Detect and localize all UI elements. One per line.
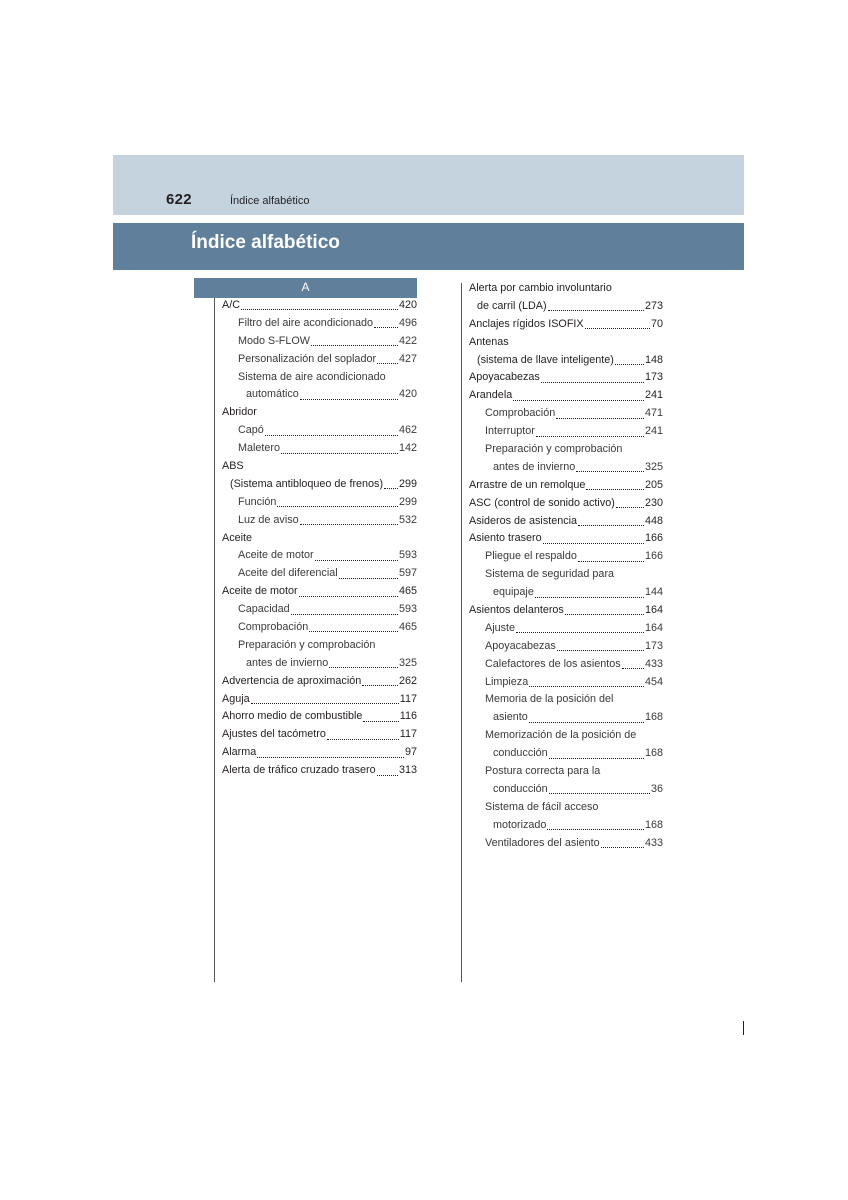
dot-leader: [281, 453, 398, 454]
dot-leader: [257, 757, 404, 758]
index-entry: [469, 334, 663, 352]
index-entry: [469, 817, 663, 835]
index-entry-label: conducción: [493, 782, 548, 795]
index-entry-label: Asiento trasero: [469, 532, 542, 545]
dot-leader: [315, 560, 398, 561]
index-entry-page: 241: [644, 425, 663, 438]
index-entry-page: 427: [398, 352, 417, 365]
index-entry: [222, 619, 417, 637]
dot-leader: [300, 524, 398, 525]
index-entry-label: Memoria de la posición del: [485, 693, 614, 706]
index-entry-page: 325: [644, 460, 663, 473]
index-entry-page: 168: [644, 818, 663, 831]
index-entry: [222, 476, 417, 494]
index-column-right: [469, 280, 663, 853]
index-entry: [222, 565, 417, 583]
index-entry-label: Personalización del soplador: [238, 352, 377, 365]
dot-leader: [377, 363, 398, 364]
index-entry-label: Sistema de aire acondicionado: [238, 370, 386, 383]
index-entry-label: Antenas: [469, 335, 509, 348]
index-entry-label: Ahorro medio de combustible: [222, 710, 363, 723]
dot-leader: [327, 739, 399, 740]
index-entry-label: Comprobación: [485, 407, 556, 420]
index-entry-label: (sistema de llave inteligente): [477, 353, 614, 366]
index-entry: [469, 441, 663, 459]
dot-leader: [547, 829, 644, 830]
index-entry: [222, 422, 417, 440]
index-entry: [469, 369, 663, 387]
dot-leader: [565, 614, 644, 615]
index-entry-label: Sistema de seguridad para: [485, 568, 615, 581]
dot-leader: [251, 703, 399, 704]
index-entry-label: ASC (control de sonido activo): [469, 496, 615, 509]
index-entry-page: 166: [644, 532, 663, 545]
dot-leader: [548, 310, 644, 311]
index-entry-page: 433: [644, 657, 663, 670]
dot-leader: [541, 382, 644, 383]
index-entry: [222, 512, 417, 530]
index-entry: [222, 458, 417, 476]
dot-leader: [556, 418, 644, 419]
index-entry-page: 148: [644, 353, 663, 366]
index-entry: [469, 584, 663, 602]
index-entry-label: antes de invierno: [493, 460, 576, 473]
index-entry-page: 465: [398, 585, 417, 598]
index-entry-page: 299: [398, 477, 417, 490]
index-entry-label: Maletero: [238, 442, 281, 455]
dot-leader: [585, 328, 650, 329]
dot-leader: [311, 345, 398, 346]
index-entry-page: 465: [398, 621, 417, 634]
dot-leader: [513, 400, 644, 401]
index-entry-page: 325: [398, 656, 417, 669]
dot-leader: [536, 436, 644, 437]
index-entry-label: Pliegue el respaldo: [485, 550, 577, 563]
index-entry: [469, 745, 663, 763]
index-entry-label: Ajustes del tacómetro: [222, 728, 326, 741]
dot-leader: [299, 596, 398, 597]
middle-column-rule: [461, 283, 462, 982]
dot-leader: [529, 722, 644, 723]
index-entry-page: 142: [398, 442, 417, 455]
index-entry-page: 166: [644, 550, 663, 563]
index-entry-label: Filtro del aire acondicionado: [238, 316, 374, 329]
dot-leader: [300, 399, 398, 400]
dot-leader: [586, 489, 644, 490]
index-entry: [222, 691, 417, 709]
index-entry-label: Asideros de asistencia: [469, 514, 578, 527]
dot-leader: [622, 668, 644, 669]
index-entry-label: de carril (LDA): [477, 299, 547, 312]
index-entry-label: ABS: [222, 460, 244, 473]
dot-leader: [363, 721, 398, 722]
page-number: 622: [166, 191, 192, 208]
index-entry-page: 36: [650, 782, 663, 795]
index-entry-page: 496: [398, 316, 417, 329]
index-entry: [469, 316, 663, 334]
index-entry: [222, 315, 417, 333]
index-entry-label: Luz de aviso: [238, 513, 299, 526]
dot-leader: [374, 327, 398, 328]
index-entry-page: 205: [644, 478, 663, 491]
index-entry-page: 168: [644, 711, 663, 724]
index-entry-label: Memorización de la posición de: [485, 729, 637, 742]
index-entry: [222, 601, 417, 619]
index-entry-page: 168: [644, 747, 663, 760]
dot-leader: [578, 525, 644, 526]
index-entry-page: 173: [644, 371, 663, 384]
dot-leader: [543, 543, 644, 544]
index-entry-page: 420: [398, 299, 417, 311]
index-entry-label: Abridor: [222, 406, 257, 419]
index-entry-page: 273: [644, 299, 663, 312]
index-entry-label: Aceite de motor: [222, 585, 298, 598]
dot-leader: [277, 506, 398, 507]
index-entry-label: conducción: [493, 747, 548, 760]
index-entry-label: Sistema de fácil acceso: [485, 800, 599, 813]
dot-leader: [265, 435, 398, 436]
index-entry-page: 593: [398, 603, 417, 616]
dot-leader: [549, 758, 644, 759]
index-entry-page: 313: [398, 764, 417, 777]
index-entry-label: Aceite: [222, 531, 253, 544]
index-entry-label: Arandela: [469, 389, 513, 402]
side-mark-bottom-right: [743, 1021, 744, 1035]
index-entry-label: Ajuste: [485, 621, 516, 634]
index-entry-label: Capacidad: [238, 603, 290, 616]
title-band: [113, 223, 744, 270]
left-column-rule: [214, 298, 215, 982]
index-entry: [222, 369, 417, 387]
index-entry: [469, 656, 663, 674]
index-entry: [222, 583, 417, 601]
index-entry: [222, 637, 417, 655]
index-entry-label: Calefactores de los asientos: [485, 657, 621, 670]
index-entry: [222, 333, 417, 351]
index-entry: [469, 298, 663, 316]
index-entry: [469, 280, 663, 298]
index-entry: [469, 548, 663, 566]
index-entry-label: A/C: [222, 299, 240, 311]
index-entry: [469, 691, 663, 709]
index-entry: [469, 459, 663, 477]
index-entry-label: Aceite de motor: [238, 549, 314, 562]
dot-leader: [329, 667, 398, 668]
dot-leader: [578, 561, 644, 562]
index-entry-label: (Sistema antibloqueo de frenos): [230, 477, 384, 490]
index-entry: [222, 494, 417, 512]
dot-leader: [557, 650, 644, 651]
index-entry-label: Interruptor: [485, 425, 535, 438]
index-entry-label: Preparación y comprobación: [485, 443, 623, 456]
dot-leader: [516, 632, 644, 633]
dot-leader: [529, 686, 644, 687]
index-entry-page: 117: [399, 728, 417, 741]
index-entry: [222, 708, 417, 726]
index-entry: [469, 620, 663, 638]
index-entry: [469, 530, 663, 548]
index-entry: [469, 602, 663, 620]
index-entry: [222, 404, 417, 422]
index-entry: [469, 727, 663, 745]
index-entry-page: 462: [398, 424, 417, 437]
dot-leader: [241, 309, 398, 310]
index-entry-page: 70: [650, 317, 663, 330]
index-entry-page: 117: [399, 692, 417, 705]
index-entry-page: 532: [398, 513, 417, 526]
index-entry-label: Capó: [238, 424, 264, 437]
index-entry-page: 97: [404, 746, 417, 759]
index-entry: [469, 835, 663, 853]
index-entry: [469, 405, 663, 423]
index-letter-tab: A: [194, 278, 417, 298]
index-entry-page: 422: [398, 334, 417, 347]
index-entry-label: Aceite del diferencial: [238, 567, 338, 580]
index-entry-label: motorizado: [493, 818, 547, 831]
index-entry: [222, 744, 417, 762]
index-entry: [222, 655, 417, 673]
index-entry-label: equipaje: [493, 586, 534, 599]
dot-leader: [616, 507, 644, 508]
index-entry-label: Apoyacabezas: [485, 639, 556, 652]
index-entry-page: 164: [644, 621, 663, 634]
header-band: [113, 155, 744, 215]
index-entry-page: 230: [644, 496, 663, 509]
index-entry-label: Alarma: [222, 746, 257, 759]
index-entry-label: Asientos delanteros: [469, 604, 564, 617]
index-entry-page: 448: [644, 514, 663, 527]
index-entry: [222, 547, 417, 565]
page-title: Índice alfabético: [191, 232, 340, 253]
index-column-left: [222, 297, 417, 780]
index-entry: [222, 386, 417, 404]
index-entry-page: 597: [398, 567, 417, 580]
index-entry-label: antes de invierno: [246, 656, 329, 669]
index-entry-label: Limpieza: [485, 675, 529, 688]
index-entry-label: Alerta por cambio involuntario: [469, 282, 612, 294]
index-entry: [469, 513, 663, 531]
index-entry-label: asiento: [493, 711, 528, 724]
index-entry-label: Advertencia de aproximación: [222, 674, 362, 687]
dot-leader: [535, 597, 644, 598]
index-entry-page: 164: [644, 604, 663, 617]
index-entry: [222, 673, 417, 691]
index-entry: [222, 351, 417, 369]
index-entry-label: Arrastre de un remolque: [469, 478, 586, 491]
index-entry: [222, 726, 417, 744]
index-entry-label: Aguja: [222, 692, 250, 705]
index-entry-page: 420: [398, 388, 417, 401]
index-entry-label: Función: [238, 495, 277, 508]
index-entry: [469, 781, 663, 799]
index-entry: [222, 762, 417, 780]
dot-leader: [549, 793, 650, 794]
index-entry-page: 593: [398, 549, 417, 562]
dot-leader: [601, 847, 644, 848]
index-entry-page: 173: [644, 639, 663, 652]
index-entry: [469, 709, 663, 727]
index-entry-page: 144: [644, 586, 663, 599]
index-entry-page: 454: [644, 675, 663, 688]
index-entry-page: 433: [644, 836, 663, 849]
dot-leader: [384, 488, 398, 489]
index-entry: [222, 440, 417, 458]
index-entry-page: 262: [398, 674, 417, 687]
dot-leader: [309, 631, 398, 632]
index-entry: [469, 566, 663, 584]
index-entry-page: 471: [644, 407, 663, 420]
index-entry: [469, 495, 663, 513]
dot-leader: [377, 775, 398, 776]
index-entry-label: Ventiladores del asiento: [485, 836, 600, 849]
index-entry: [469, 799, 663, 817]
dot-leader: [362, 685, 398, 686]
index-entry: [469, 674, 663, 692]
index-entry: [469, 352, 663, 370]
dot-leader: [615, 364, 644, 365]
index-entry: [469, 638, 663, 656]
index-entry-label: Postura correcta para la: [485, 765, 601, 778]
section-label: Índice alfabético: [230, 195, 310, 207]
index-entry-page: 241: [644, 389, 663, 402]
index-entry-label: Modo S-FLOW: [238, 334, 310, 347]
index-entry-label: automático: [246, 388, 299, 401]
dot-leader: [291, 614, 398, 615]
index-entry-label: Preparación y comprobación: [238, 638, 376, 651]
index-entry-label: Apoyacabezas: [469, 371, 540, 384]
index-entry-label: Comprobación: [238, 621, 309, 634]
index-entry-page: 299: [398, 495, 417, 508]
index-entry: [222, 530, 417, 548]
dot-leader: [576, 471, 644, 472]
index-entry-label: Alerta de tráfico cruzado trasero: [222, 764, 376, 777]
index-entry-label: Anclajes rígidos ISOFIX: [469, 317, 584, 330]
index-entry-page: 116: [399, 710, 417, 723]
index-entry: [469, 387, 663, 405]
index-entry: [469, 763, 663, 781]
index-entry: [469, 423, 663, 441]
index-entry: [222, 297, 417, 315]
dot-leader: [339, 578, 398, 579]
index-entry: [469, 477, 663, 495]
